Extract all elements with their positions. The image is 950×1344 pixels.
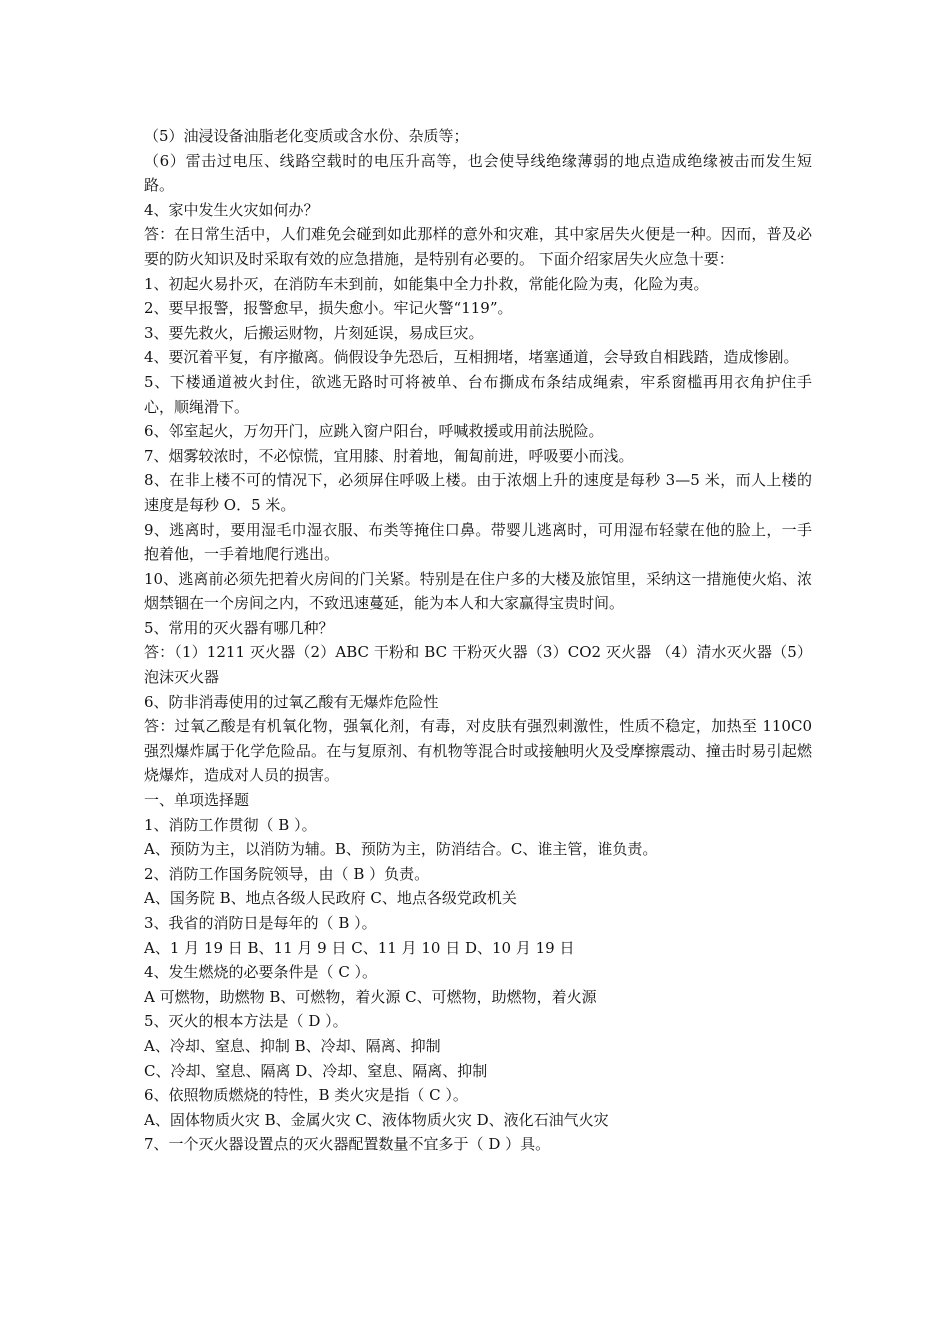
list-item: 1、初起火易扑灭，在消防车未到前，如能集中全力扑救，常能化险为夷，化险为夷。 [144,274,709,293]
list-item: 10、逃离前必须先把着火房间的门关紧。特别是在住户多的大楼及旅馆里，采纳这一措施使火焰、浓烟禁锢在一个房间之内，不致迅速蔓延，能为本人和大家赢得宝贵时间。 [144,569,812,613]
list-item: 7、烟雾较浓时，不必惊慌，宜用膝、肘着地，匍匐前进，呼吸要小而浅。 [144,446,634,465]
list-item: 3、要先救火，后搬运财物，片刻延误，易成巨灾。 [144,323,484,342]
section-heading: 4、家中发生火灾如何办？ [144,200,319,219]
list-item: 4、要沉着平复，有序撤离。倘假设争先恐后，互相拥堵，堵塞通道，会导致自相践踏，造成惨剧。 [144,348,799,367]
question: 7、一个灭火器设置点的灭火器配置数量不宜多于（ D ）具。 [144,1135,551,1154]
paragraph: 答：（1）1211 灭火器（2）ABC 干粉和 BC 干粉灭火器（3）CO2 灭火器 （4）清水灭火器（5）泡沫灭火器 [144,643,812,687]
list-item: 8、在非上楼不可的情况下，必须屏住呼吸上楼。由于浓烟上升的速度是每秒 3—5 米，而人上楼的速度是每秒 O．5 米。 [144,471,812,514]
question: 1、消防工作贯彻（ B ）。 [144,815,317,834]
question: 4、发生燃烧的必要条件是（ C ）。 [144,963,378,982]
paragraph: （6）雷击过电压、线路空载时的电压升高等，也会使导线绝缘薄弱的地点造成绝缘被击而发生短路。 [144,151,812,195]
list-item: 5、下楼通道被火封住，欲逃无路时可将被单、台布撕成布条结成绳索，牢系窗槛再用衣角护住手心，顺绳滑下。 [144,372,812,416]
list-item: 6、邻室起火，万勿开门，应跳入窗户阳台，呼喊救援或用前法脱险。 [144,422,604,441]
document-page [144,124,812,1157]
answer-options: A、国务院 B、地点各级人民政府 C、地点各级党政机关 [144,889,517,908]
answer-options: C、冷却、窒息、隔离 D、冷却、窒息、隔离、抑制 [144,1061,488,1080]
answer-options: A 可燃物，助燃物 B、可燃物，着火源 C、可燃物，助燃物，着火源 [144,987,597,1006]
answer-options: A、预防为主，以消防为辅。B、预防为主，防消结合。C、谁主管，谁负责。 [144,840,658,859]
answer-options: A、1 月 19 日 B、11 月 9 日 C、11 月 10 日 D、10 月 19 日 [144,938,575,957]
section-heading: 一、单项选择题 [144,791,250,810]
paragraph: （5）油浸设备油脂老化变质或含水份、杂质等； [144,127,469,145]
question: 2、消防工作国务院领导，由（ B ）负责。 [144,864,430,883]
answer-options: A、固体物质火灾 B、金属火灾 C、液体物质火灾 D、液化石油气火灾 [144,1110,609,1129]
paragraph: 答：在日常生活中，人们难免会碰到如此那样的意外和灾难，其中家居失火便是一种。因而，普及必要的防火知识及时采取有效的应急措施，是特别有必要的。 下面介绍家居失火应急十要： [144,225,812,268]
question: 3、我省的消防日是每年的（ B ）。 [144,914,377,932]
list-item: 2、要早报警，报警愈早，损失愈小。牢记火警“119”。 [144,299,513,318]
list-item: 9、逃离时，要用湿毛巾湿衣服、布类等掩住口鼻。带婴儿逃离时，可用湿布轻蒙在他的脸上，一手抱着他，一手着地爬行逃出。 [144,520,812,564]
answer-options: A、冷却、窒息、抑制 B、冷却、隔离、抑制 [144,1036,441,1055]
question: 6、依照物质燃烧的特性，B 类火灾是指（ C ）。 [144,1086,468,1105]
section-heading: 5、常用的灭火器有哪几种？ [144,618,334,637]
paragraph: 答：过氧乙酸是有机氧化物，强氧化剂，有毒，对皮肤有强烈刺激性，性质不稳定，加热至 110C0 强烈爆炸属于化学危险品。在与复原剂、有机物等混合时或接触明火及受摩擦震动、撞击时易引起燃烧爆炸，造成对人员的损害。 [144,717,812,785]
question: 5、灭火的根本方法是（ D ）。 [144,1012,348,1031]
section-heading: 6、防非消毒使用的过氧乙酸有无爆炸危险性 [144,692,439,711]
